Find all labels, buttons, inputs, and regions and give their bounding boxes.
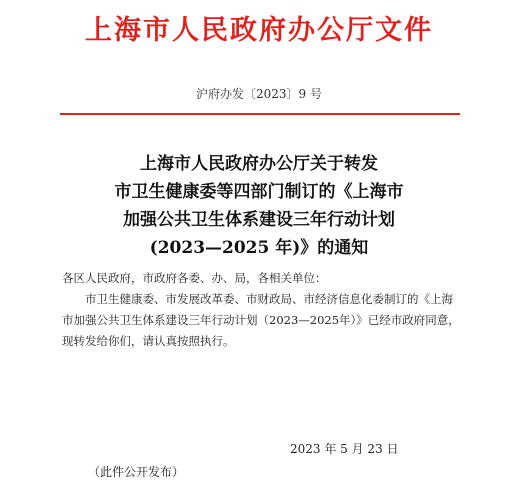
title-line-4: (2023—2025 年)》的通知 [149,238,369,258]
red-divider-line [60,113,460,115]
salutation: 各区人民政府，市政府各委、办、局，各相关单位： [62,271,327,285]
document-number: 沪府办发〔2023〕9 号 [196,87,322,101]
issue-date: 2023 年 5 月 23 日 [290,442,399,456]
title-line-2: 市卫生健康委等四部门制订的《上海市 [114,182,404,202]
document-masthead: 上海市人民政府办公厅文件 [85,15,433,46]
publication-note: （此件公开发布） [88,465,185,479]
title-line-3: 加强公共卫生体系建设三年行动计划 [123,210,395,230]
document-body [62,268,462,352]
body-paragraph: 市卫生健康委、市发展改革委、市财政局、市经济信息化委制订的《上海市加强公共卫生体系建设三年行动计划（2023—2025年）》已经市政府同意，现转发给你们，请认真按照执行。 [62,292,460,348]
title-line-1: 上海市人民政府办公厅关于转发 [140,154,378,174]
document-title [0,150,518,262]
